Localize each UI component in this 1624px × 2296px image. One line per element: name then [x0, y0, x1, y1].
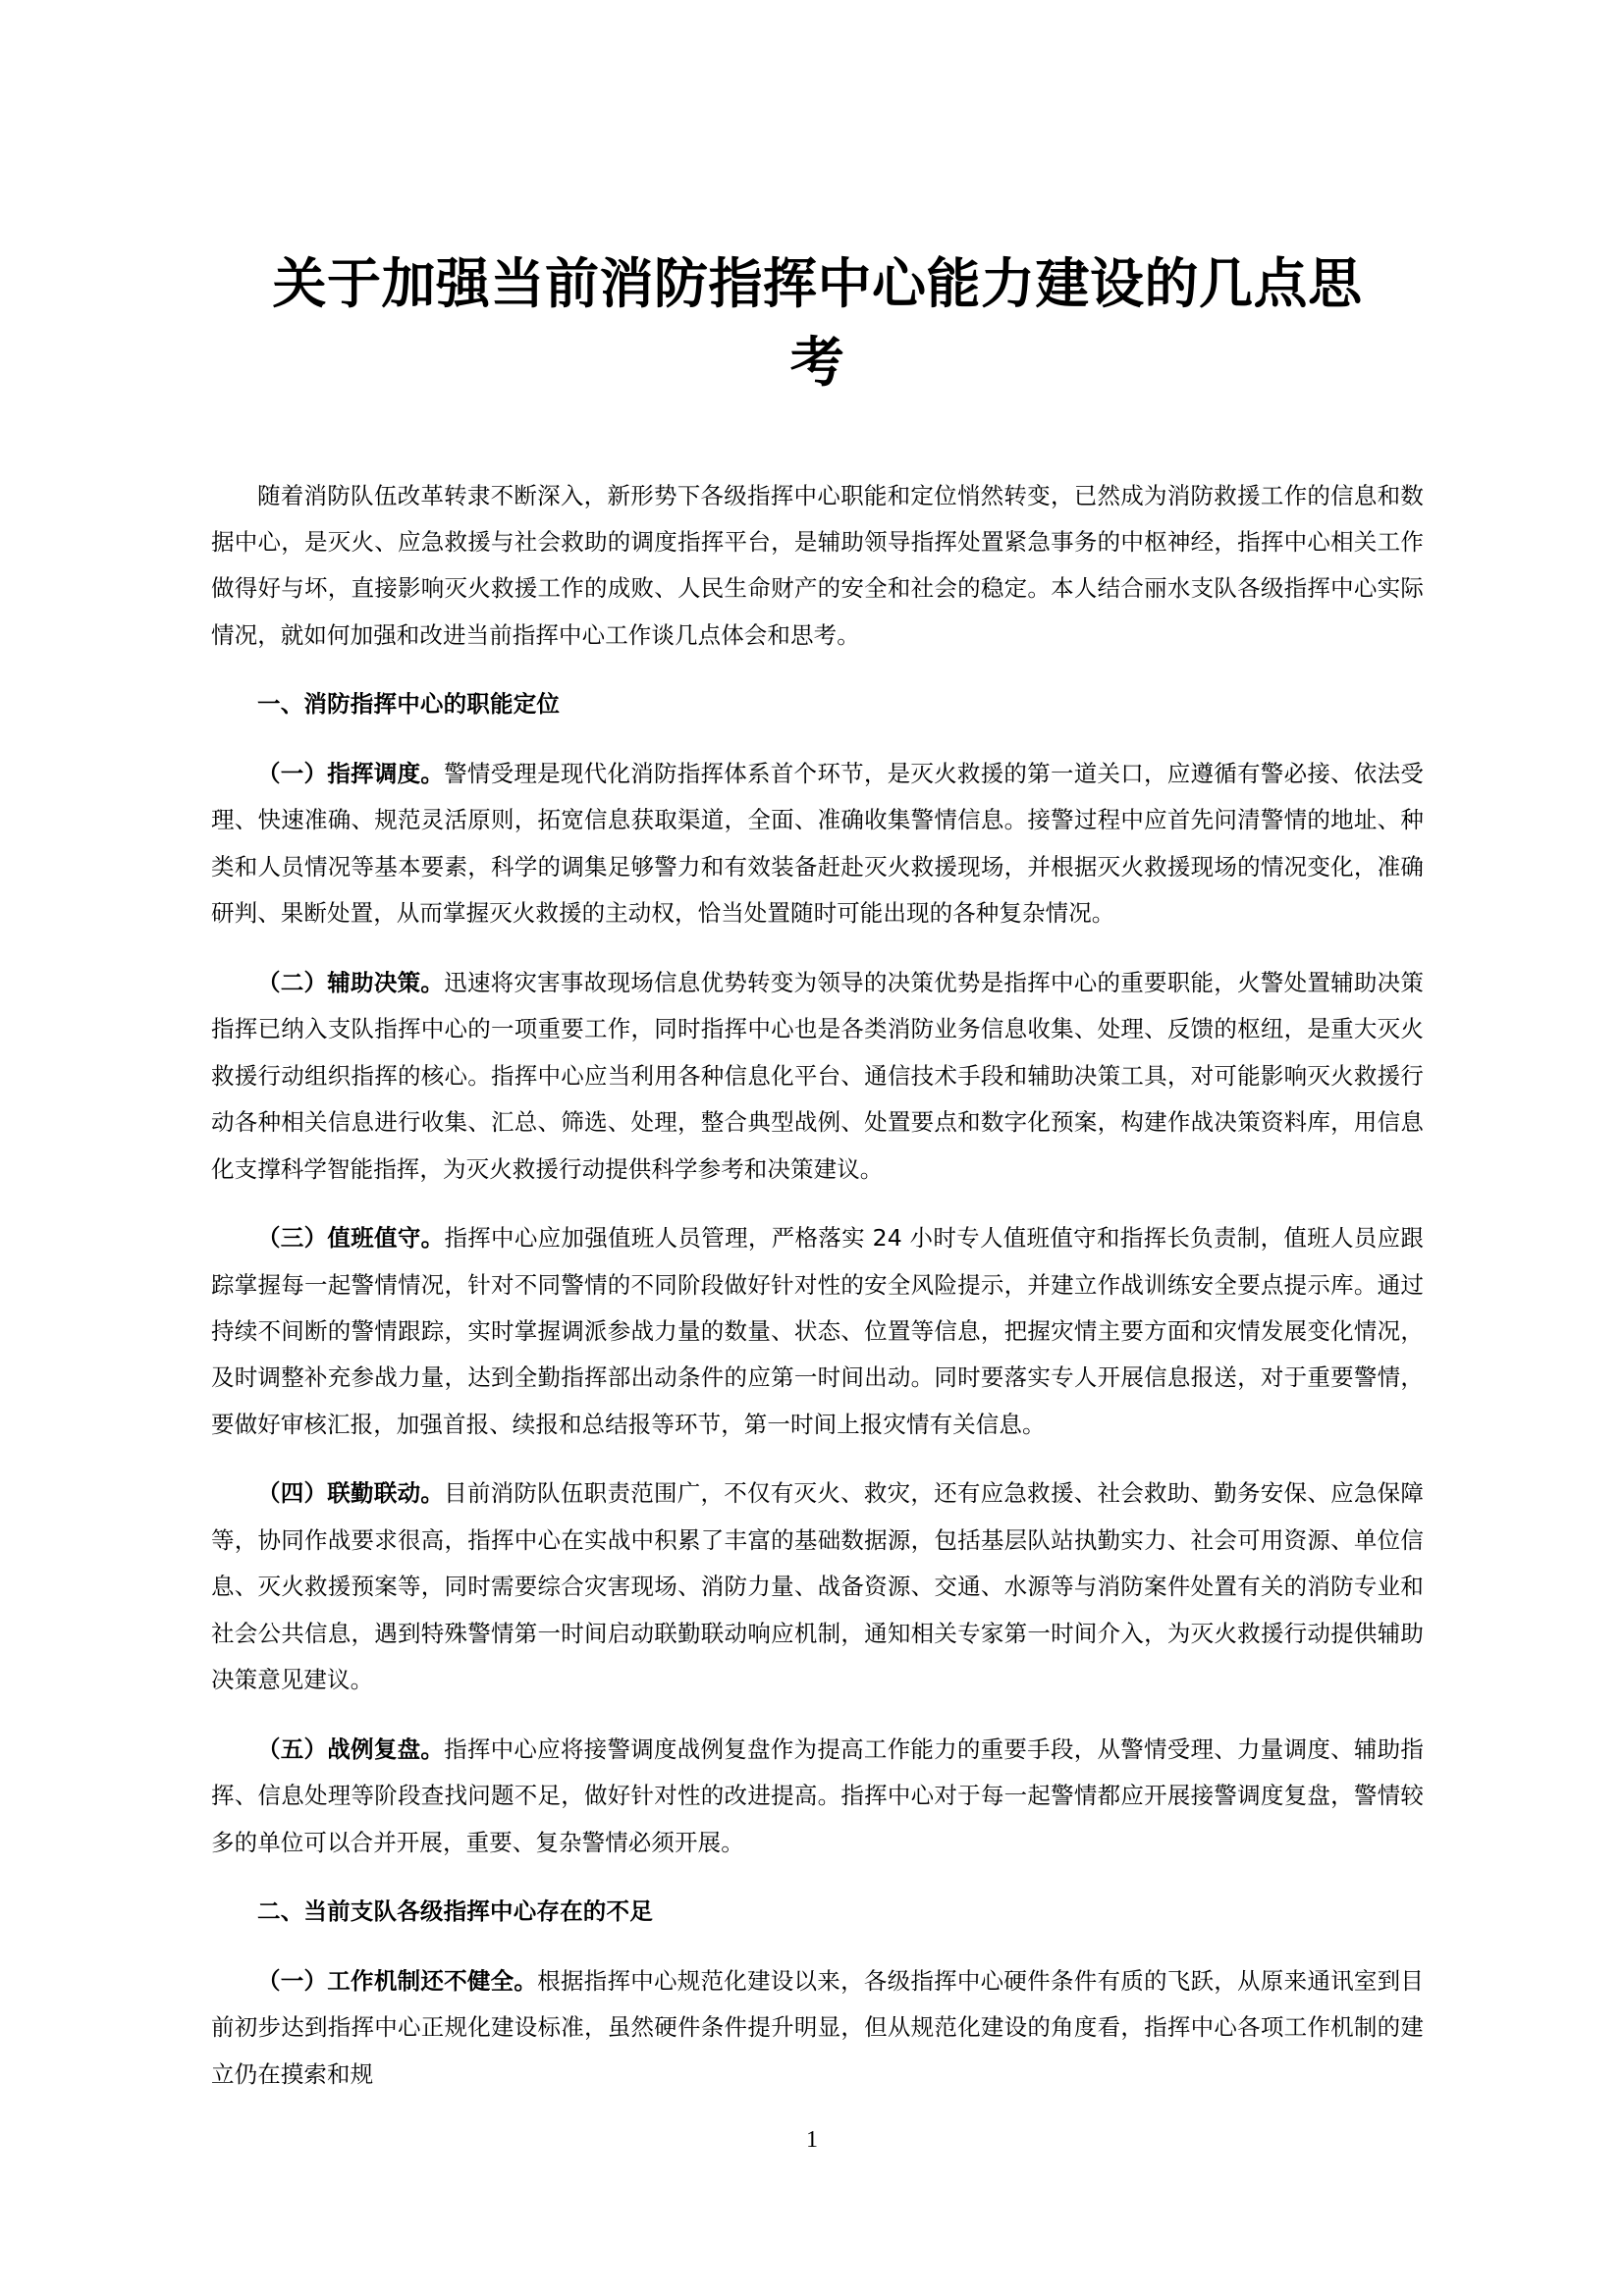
- subsection-text: 目前消防队伍职责范围广，不仅有灭火、救灾，还有应急救援、社会救助、勤务安保、应急保障等，协同作战要求很高，指挥中心在实战中积累了丰富的基础数据源，包括基层队站执勤实力、社会可用资源、单位信息、灭火救援预案等，同时需要综合灾害现场、消防力量、战备资源、交通、水源等与消防案件处置有关的消防专业和社会公共信息，遇到特殊警情第一时间启动联勤联动响应机制，通知相关专家第一时间介入，为灭火救援行动提供辅助决策意见建议。: [211, 1479, 1424, 1694]
- intro-paragraph: 随着消防队伍改革转隶不断深入，新形势下各级指挥中心职能和定位悄然转变，已然成为消防救援工作的信息和数据中心，是灭火、应急救援与社会救助的调度指挥平台，是辅助领导指挥处置紧急事务的中枢神经，指挥中心相关工作做得好与坏，直接影响灭火救援工作的成败、人民生命财产的安全和社会的稳定。本人结合丽水支队各级指挥中心实际情况，就如何加强和改进当前指挥中心工作谈几点体会和思考。: [211, 481, 1424, 649]
- subsection-lead: （四）联勤联动。: [257, 1479, 445, 1508]
- section-heading-2: 二、当前支队各级指挥中心存在的不足: [257, 1897, 653, 1926]
- subsection-lead: （一）指挥调度。: [257, 759, 445, 787]
- subsection-lead: （一）工作机制还不健全。: [257, 1966, 538, 1995]
- subsection-1-4: [211, 1470, 1424, 1703]
- document-body: [211, 473, 1424, 2099]
- subsection-text: 根据指挥中心规范化建设以来，各级指挥中心硬件条件有质的飞跃，从原来通讯室到目前初步达到指挥中心正规化建设标准，虽然硬件条件提升明显，但从规范化建设的角度看，指挥中心各项工作机制的建立仍在摸索和规: [211, 1966, 1424, 2088]
- subsection-text: 迅速将灾害事故现场信息优势转变为领导的决策优势是指挥中心的重要职能，火警处置辅助决策指挥已纳入支队指挥中心的一项重要工作，同时指挥中心也是各类消防业务信息收集、处理、反馈的枢纽，是重大灭火救援行动组织指挥的核心。指挥中心应当利用各种信息化平台、通信技术手段和辅助决策工具，对可能影响灭火救援行动各种相关信息进行收集、汇总、筛选、处理，整合典型战例、处置要点和数字化预案，构建作战决策资料库，用信息化支撑科学智能指挥，为灭火救援行动提供科学参考和决策建议。: [211, 968, 1424, 1183]
- subsection-1-3: [211, 1215, 1424, 1448]
- subsection-1-5: [211, 1727, 1424, 1866]
- subsection-text: 指挥中心应将接警调度战例复盘作为提高工作能力的重要手段，从警情受理、力量调度、辅助指挥、信息处理等阶段查找问题不足，做好针对性的改进提高。指挥中心对于每一起警情都应开展接警调度复盘，警情较多的单位可以合并开展，重要、复杂警情必须开展。: [211, 1735, 1424, 1856]
- subsection-1-2: [211, 960, 1424, 1193]
- subsection-lead: （五）战例复盘。: [257, 1735, 445, 1763]
- subsection-lead: （二）辅助决策。: [257, 968, 445, 996]
- subsection-lead: （三）值班值守。: [257, 1224, 445, 1253]
- subsection-2-1: [211, 1958, 1424, 2098]
- page-number: 1: [806, 2127, 818, 2153]
- page-title: 关于加强当前消防指挥中心能力建设的几点思考: [272, 252, 1363, 394]
- section-heading-1: 一、消防指挥中心的职能定位: [257, 690, 561, 719]
- subsection-text: 指挥中心应加强值班人员管理，严格落实 24 小时专人值班值守和指挥长负责制，值班人员应跟踪掌握每一起警情情况，针对不同警情的不同阶段做好针对性的安全风险提示，并建立作战训练安全要点提示库。通过持续不间断的警情跟踪，实时掌握调派参战力量的数量、状态、位置等信息，把握灾情主要方面和灾情发展变化情况，及时调整补充参战力量，达到全勤指挥部出动条件的应第一时间出动。同时要落实专人开展信息报送，对于重要警情，要做好审核汇报，加强首报、续报和总结报等环节，第一时间上报灾情有关信息。: [211, 1224, 1424, 1438]
- subsection-1-1: [211, 751, 1424, 937]
- subsection-text: 警情受理是现代化消防指挥体系首个环节，是灭火救援的第一道关口，应遵循有警必接、依法受理、快速准确、规范灵活原则，拓宽信息获取渠道，全面、准确收集警情信息。接警过程中应首先问清警情的地址、种类和人员情况等基本要素，科学的调集足够警力和有效装备赶赴灭火救援现场，并根据灭火救援现场的情况变化，准确研判、果断处置，从而掌握灭火救援的主动权，恰当处置随时可能出现的各种复杂情况。: [211, 759, 1424, 928]
- document-content: [211, 245, 1424, 2098]
